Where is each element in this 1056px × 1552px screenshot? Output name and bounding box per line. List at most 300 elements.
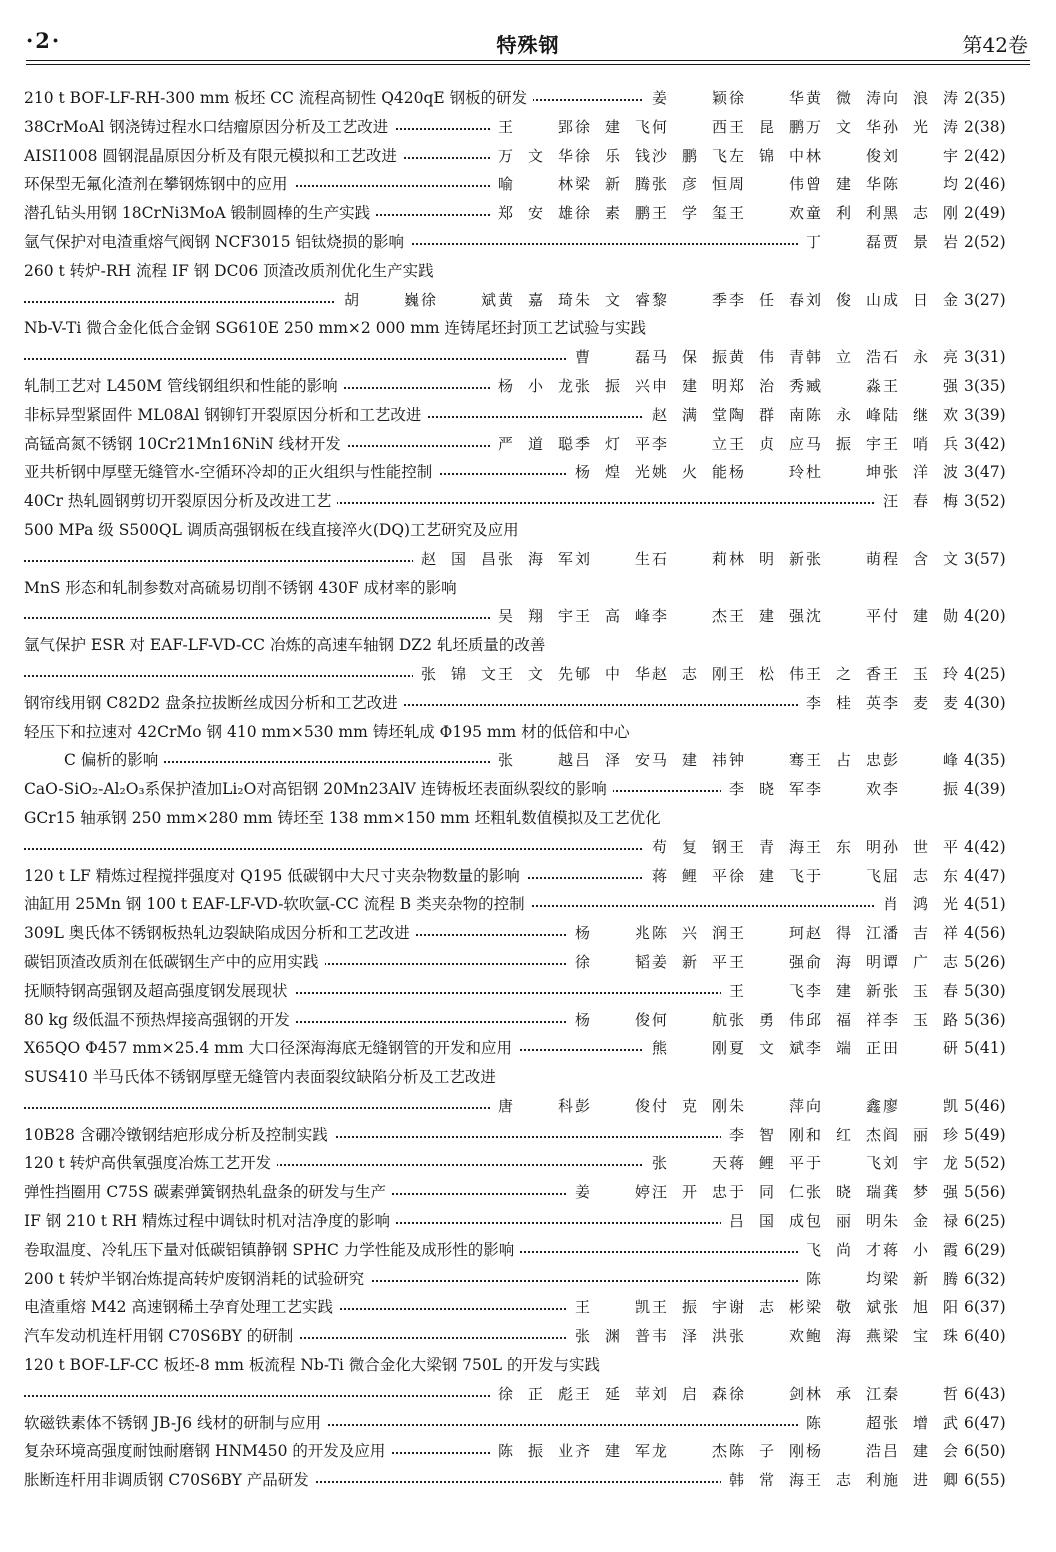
author-name: 刘宇 [883,146,958,165]
entry-title: 210 t BOF-LF-RH-300 mm 板坯 CC 流程高韧性 Q420qE 钢板的研发 [24,89,533,107]
entry-title: X65QO Φ457 mm×25.4 mm 大口径深海海底无缝钢管的开发和应用 [24,1039,518,1057]
author-name: 赵国昌 [421,549,496,568]
entry-line [24,1437,1030,1466]
author-name: 吕国成 [729,1212,804,1231]
author-name: 阎丽珍 [883,1125,958,1144]
author-name: 赵得江 [806,924,881,943]
entry-title: 氩气保护 ESR 对 EAF-LF-VD-CC 冶炼的高速车轴钢 DZ2 轧坯质量的改善 [24,636,551,654]
toc-entry [24,1121,1030,1150]
entry-detail-line [24,660,1030,689]
author-name: 向浪涛 [883,89,958,107]
author-name: 龚梦强 [883,1183,958,1202]
author-name: 王青海 [729,837,804,856]
author-name: 谭广志 [883,952,958,971]
author-name: 吕泽安 [575,751,650,770]
entry-authors-page [721,1121,1030,1150]
page-number: 4(39) [964,780,1006,799]
entry-line [24,977,1030,1006]
page-number: 5(36) [964,1010,1006,1029]
author-name: 石莉 [652,549,727,568]
author-name: 彭峰 [883,751,958,770]
author-name: 刘生 [575,549,650,568]
author-name: 马建祎 [652,751,727,770]
author-name: 姜婷 [575,1183,650,1202]
entry-title-line [24,718,1030,747]
author-name: 程含文 [883,549,958,568]
author-name: 陶群南 [729,405,804,424]
author-list [804,1265,958,1294]
page-number: 4(20) [964,607,1006,626]
entry-title-line [24,314,1030,343]
page-number: 6(32) [964,1269,1006,1288]
page-number: 5(49) [964,1125,1006,1144]
toc-entry [24,919,1030,948]
author-list [650,84,958,113]
entry-authors-page [644,862,1030,891]
toc-entry [24,1149,1030,1178]
entry-title: 弹性挡圈用 C75S 碳素弹簧钢热轧盘条的研发与生产 [24,1183,392,1201]
entry-detail-line [24,545,1030,574]
page-number: 3(47) [964,463,1006,482]
toc-entry [24,113,1030,142]
toc-entry [24,1178,1030,1207]
author-name: 张彦恒 [652,175,727,194]
author-name: 邱福祥 [806,1010,881,1029]
author-name: 徐素鹏 [575,204,650,223]
author-name: 陈均 [883,175,958,194]
entry-detail-line [24,746,1030,775]
author-name: 梁新腾 [575,175,650,194]
page-number: 3(35) [964,376,1006,395]
entry-authors-page [490,142,1030,171]
entry-title: 钢帘线用钢 C82D2 盘条拉拔断丝成因分析和工艺改进 [24,694,404,712]
author-name: 徐建飞 [729,866,804,885]
author-list [650,1034,958,1063]
toc-entry [24,574,1030,632]
author-name: 杨浩 [806,1442,881,1461]
entry-authors-page [490,1380,1030,1409]
entry-title: 胀断连杆用非调质钢 C70S6BY 产品研发 [24,1471,315,1489]
toc-entry [24,1207,1030,1236]
toc-entry [24,199,1030,228]
author-list [727,1121,958,1150]
author-name: 周伟 [729,175,804,194]
page-number: 5(41) [964,1039,1006,1058]
toc-entry [24,1322,1030,1351]
entry-title: 复杂环境高强度耐蚀耐磨钢 HNM450 的开发及应用 [24,1442,391,1460]
author-name: 汪春梅 [883,492,958,511]
entry-title: 非标异型紧固件 ML08Al 钢铆钉开裂原因分析和工艺改进 [24,406,427,424]
entry-line [24,1409,1030,1438]
author-list [573,1178,958,1207]
page-number: 3(31) [964,348,1006,367]
author-name: 徐斌 [421,290,496,309]
entry-line [24,1322,1030,1351]
page-number: 2(49) [964,204,1006,223]
author-name: 李任春 [729,290,804,309]
page-number: 6(47) [964,1413,1006,1432]
entry-title: 电渣重熔 M42 高速钢稀土孕育处理工艺实践 [24,1298,339,1316]
author-name: 熊刚 [652,1039,727,1058]
author-name: 杨兆 [575,924,650,943]
author-name: 杨玲 [729,463,804,482]
author-name: 严道聪 [498,434,573,453]
toc-entry [24,775,1030,804]
entry-line [24,199,1030,228]
author-list [650,401,958,430]
entry-authors-page [567,919,1030,948]
entry-authors-page [413,545,1030,574]
page-number: 2(42) [964,146,1006,165]
entry-line [24,401,1030,430]
author-name: 王郢 [498,117,573,136]
author-name: 陆继欢 [883,405,958,424]
author-name: 黄微涛 [806,89,881,107]
page-number: 4(56) [964,924,1006,943]
entry-detail-line [24,1092,1030,1121]
entry-title: MnS 形态和轧制参数对高硫易切削不锈钢 430F 成材率的影响 [24,579,463,597]
author-list [573,1322,958,1351]
author-name: 吕建会 [883,1442,958,1461]
author-name: 苟复钢 [652,837,727,856]
author-name: 屈志东 [883,866,958,885]
author-name: 张洋波 [883,463,958,482]
author-name: 马保振 [652,348,727,367]
entry-detail-line [24,343,1030,372]
author-list [496,199,958,228]
toc-entry [24,170,1030,199]
entry-title: CaO-SiO₂-Al₂O₃系保护渣加Li₂O对高铝钢 20Mn23AlV 连铸板坯表面纵裂纹的影响 [24,780,613,798]
author-name: 王强 [729,952,804,971]
page-number: 3(27) [964,290,1006,309]
author-list [804,689,958,718]
entry-line [24,919,1030,948]
entry-title: 氩气保护对电渣重熔气阀钢 NCF3015 铝钛烧损的影响 [24,233,410,251]
entry-title: 抚顺特钢高强钢及超高强度钢发展现状 [24,982,294,1000]
entry-detail-line [24,833,1030,862]
author-name: 张渊普 [575,1327,650,1346]
author-name: 唐科 [498,1096,573,1115]
author-list [573,343,958,372]
entry-title: 亚共析钢中厚壁无缝管水-空循环冷却的正火组织与性能控制 [24,463,438,481]
author-name: 曹磊 [575,348,650,367]
author-name: 杨小龙 [498,376,573,395]
author-list [496,1380,958,1409]
toc-entry [24,1236,1030,1265]
author-name: 何西 [652,117,727,136]
author-name: 蒋小霞 [883,1240,958,1259]
entry-title: 309L 奥氏体不锈钢板热轧边裂缺陷成因分析和工艺改进 [24,924,416,942]
page-number: 3(52) [964,492,1006,511]
author-name: 徐华 [729,89,804,107]
author-name: 蒋鲤平 [652,866,727,885]
page-number: 5(26) [964,952,1006,971]
entry-line [24,228,1030,257]
author-list [804,1236,958,1265]
author-name: 王志利 [806,1471,881,1490]
entry-line [24,689,1030,718]
entry-line [24,142,1030,171]
author-name: 万文华 [498,146,573,165]
author-list [496,142,958,171]
author-name: 李立 [652,434,727,453]
author-name: 沈平 [806,607,881,626]
page-number: 3(57) [964,549,1006,568]
author-list [496,430,958,459]
author-name: 朱文睿 [575,290,650,309]
author-name: 蒋鲤平 [729,1154,804,1173]
author-name: 于同仁 [729,1183,804,1202]
entry-authors-page [721,977,1030,1006]
toc-entry [24,1351,1030,1409]
author-name: 王建强 [729,607,804,626]
author-name: 丁磊 [806,232,881,251]
toc-entry [24,977,1030,1006]
page-number: 2(46) [964,175,1006,194]
author-list [419,660,958,689]
author-name: 徐乐钱 [575,146,650,165]
toc-entry [24,1006,1030,1035]
author-name: 张越 [498,751,573,770]
entry-authors-page [798,689,1030,718]
author-list [573,458,958,487]
author-name: 林承江 [806,1384,881,1403]
author-list [727,775,958,804]
toc-entry [24,1466,1030,1495]
author-name: 鲍海燕 [806,1327,881,1346]
entry-line [24,1207,1030,1236]
author-name: 姜颖 [652,89,727,107]
author-name: 钟骞 [729,751,804,770]
toc-entry [24,314,1030,372]
author-name: 刘宇龙 [883,1154,958,1173]
author-list [342,286,958,315]
author-name: 梁敬斌 [806,1298,881,1317]
entry-line [24,1149,1030,1178]
author-name: 李晓军 [729,780,804,799]
page-number: 4(35) [964,751,1006,770]
author-name: 张欢 [729,1327,804,1346]
entry-authors-page [567,1006,1030,1035]
page-number: 6(55) [964,1471,1006,1490]
entry-title: IF 钢 210 t RH 精炼过程中调钛时机对洁净度的影响 [24,1212,396,1230]
toc-entry [24,430,1030,459]
entry-authors-page [644,401,1030,430]
entry-authors-page [567,343,1030,372]
entry-title: 80 kg 级低温不预热焊接高强钢的开发 [24,1011,296,1029]
entry-detail-line [24,602,1030,631]
toc-entry [24,372,1030,401]
author-name: 王高峰 [575,607,650,626]
header-rule-thin [26,64,1030,65]
entry-title: 200 t 转炉半钢冶炼提高转炉废钢消耗的试验研究 [24,1270,370,1288]
entry-authors-page [567,948,1030,977]
entry-authors-page [644,833,1030,862]
author-name: 孙光涛 [883,117,958,136]
entry-line [24,1466,1030,1495]
toc-entry [24,84,1030,113]
author-name: 谢志彬 [729,1298,804,1317]
page-number: 3(39) [964,405,1006,424]
page-number: 6(40) [964,1327,1006,1346]
entry-title: 卷取温度、冷轧压下量对低碳铝镇静钢 SPHC 力学性能及成形性的影响 [24,1241,520,1259]
entry-title-line [24,804,1030,833]
author-name: 张增武 [883,1413,958,1432]
author-name: 林俊 [806,146,881,165]
entry-line [24,1178,1030,1207]
author-name: 李欢 [806,780,881,799]
author-list [496,1092,958,1121]
author-name: 和红杰 [806,1125,881,1144]
toc-entry [24,631,1030,689]
table-of-contents [24,84,1030,1495]
author-name: 姚火能 [652,463,727,482]
author-name: 张萌 [806,549,881,568]
entry-title: AISI1008 圆钢混晶原因分析及有限元模拟和工艺改进 [24,147,403,165]
entry-authors-page [798,1236,1030,1265]
author-name: 付克刚 [652,1096,727,1115]
toc-entry [24,804,1030,862]
author-name: 张天 [652,1154,727,1173]
author-name: 赵志刚 [652,664,727,683]
author-name: 李麦麦 [883,693,958,712]
entry-title: SUS410 半马氏体不锈钢厚壁无缝管内表面裂纹缺陷分析及工艺改进 [24,1068,502,1086]
toc-entry [24,1293,1030,1322]
entry-line [24,458,1030,487]
author-name: 李桂英 [806,693,881,712]
entry-authors-page [644,1149,1030,1178]
page-number: 6(50) [964,1442,1006,1461]
author-name: 向鑫 [806,1096,881,1115]
entry-title-line [24,516,1030,545]
page-number: 4(25) [964,664,1006,683]
entry-line [24,1265,1030,1294]
author-name: 王昆鹏 [729,117,804,136]
author-name: 贾景岩 [883,232,958,251]
author-name: 徐韬 [575,952,650,971]
author-name: 喻林 [498,175,573,194]
author-name: 王延苹 [575,1384,650,1403]
entry-authors-page [336,286,1030,315]
author-name: 廖凯 [883,1096,958,1115]
author-name: 王玉玲 [883,664,958,683]
author-name: 胡巍 [344,290,419,309]
toc-entry [24,1409,1030,1438]
author-name: 黑志刚 [883,204,958,223]
entry-authors-page [490,430,1030,459]
author-name: 王东明 [806,837,881,856]
toc-entry [24,228,1030,257]
author-list [881,487,958,516]
author-name: 臧淼 [806,376,881,395]
page-number: 5(52) [964,1154,1006,1173]
entry-line [24,862,1030,891]
entry-title-line [24,574,1030,603]
author-name: 王松伟 [729,664,804,683]
page-marker: ·2· [26,28,62,53]
author-name: 李振 [883,780,958,799]
author-name: 王哨兵 [883,434,958,453]
author-list [496,1437,958,1466]
author-name: 张勇伟 [729,1010,804,1029]
author-name: 张振兴 [575,376,650,395]
journal-title: 特殊钢 [496,33,560,57]
author-name: 石永亮 [883,348,958,367]
author-name: 龙杰 [652,1442,727,1461]
author-name: 梁宝珠 [883,1327,958,1346]
page-number: 3(42) [964,434,1006,453]
author-name: 王振宇 [652,1298,727,1317]
entry-title: 120 t LF 精炼过程搅拌强度对 Q195 低碳钢中大尺寸夹杂物数量的影响 [24,867,526,885]
entry-line [24,948,1030,977]
author-name: 肖鸿光 [883,895,958,914]
author-name: 韩立浩 [806,348,881,367]
author-name: 陈永峰 [806,405,881,424]
page-number: 6(25) [964,1212,1006,1231]
author-name: 徐建飞 [575,117,650,136]
page-number: 2(35) [964,89,1006,107]
entry-detail-line [24,286,1030,315]
entry-authors-page [644,84,1030,113]
toc-entry [24,890,1030,919]
entry-authors-page [875,890,1030,919]
author-name: 曾建华 [806,175,881,194]
author-name: 于飞 [806,866,881,885]
author-name: 季灯平 [575,434,650,453]
page-number: 5(46) [964,1096,1006,1115]
author-name: 郑安雄 [498,204,573,223]
entry-authors-page [490,1437,1030,1466]
author-name: 施进卿 [883,1471,958,1490]
author-name: 包丽明 [806,1212,881,1231]
entry-authors-page [490,199,1030,228]
author-list [573,919,958,948]
author-name: 杜坤 [806,463,881,482]
entry-title: GCr15 轴承钢 250 mm×280 mm 铸坯至 138 mm×150 mm 坯粗轧数值模拟及工艺优化 [24,809,667,827]
entry-title: 500 MPa 级 S500QL 调质高强钢板在线直接淬火(DQ)工艺研究及应用 [24,521,525,539]
entry-title: 120 t 转炉高供氧强度冶炼工艺开发 [24,1154,277,1172]
entry-title: 高锰高氮不锈钢 10Cr21Mn16NiN 线材开发 [24,435,347,453]
author-name: 郇中华 [575,664,650,683]
author-name: 韩常海 [729,1471,804,1490]
author-name: 汪开忠 [652,1183,727,1202]
entry-authors-page [490,1092,1030,1121]
author-name: 李智刚 [729,1125,804,1144]
page-number: 6(29) [964,1240,1006,1259]
author-list [727,1466,958,1495]
author-name: 齐建军 [575,1442,650,1461]
author-name: 秦哲 [883,1384,958,1403]
page-number: 2(38) [964,117,1006,136]
entry-title: Nb-V-Ti 微合金化低合金钢 SG610E 250 mm×2 000 mm 连铸尾坯封顶工艺试验与实践 [24,319,652,337]
page-number: 5(56) [964,1183,1006,1202]
toc-entry [24,1265,1030,1294]
entry-line [24,1121,1030,1150]
author-name: 朱萍 [729,1096,804,1115]
author-name: 万文华 [806,117,881,136]
page-number: 6(43) [964,1384,1006,1403]
page-number: 6(37) [964,1298,1006,1317]
volume-label: 第42卷 [962,33,1028,57]
author-name: 夏文斌 [729,1039,804,1058]
author-name: 徐正彪 [498,1384,573,1403]
author-name: 孙世平 [883,837,958,856]
entry-line [24,84,1030,113]
author-name: 刘俊山 [806,290,881,309]
entry-detail-line [24,1380,1030,1409]
author-list [881,890,958,919]
entry-authors-page [490,170,1030,199]
